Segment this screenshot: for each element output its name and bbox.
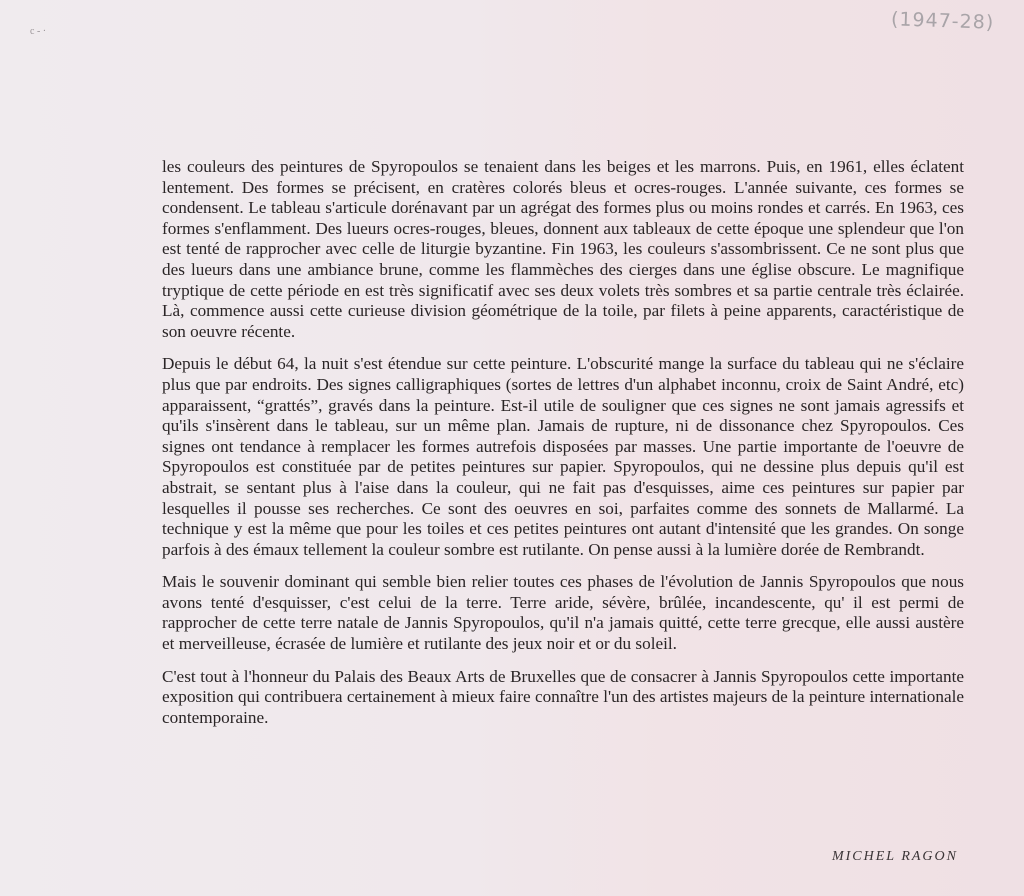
paragraph-4: C'est tout à l'honneur du Palais des Beaux Arts de Bruxelles que de consacrer à Jannis Spyropoulos cette importante exposition qui contribuera certainement à mieux faire connaître l'un des artistes majeurs de la peinture internationale contemporaine.	[162, 666, 964, 727]
paragraph-1: les couleurs des peintures de Spyropoulos se tenaient dans les beiges et les marrons. Puis, en 1961, elles éclatent lentement. Des formes se précisent, en cratères colorés bleus et ocres-rouges. L'année suivante, ces formes se condensent. Le tableau s'articule dorénavant par un agrégat des formes plus ou moins rondes et carrés. En 1963, ces formes s'enflamment. Des lueurs ocres-rouges, bleues, donnent aux tableaux de cette époque une splendeur que l'on est tenté de rapprocher avec celle de liturgie byzantine. Fin 1963, les couleurs s'assombrissent. Ce ne sont plus que des lueurs dans une ambiance brune, comme les flammèches des cierges dans une église obscure. Le magnifique tryptique de cette période en est très significatif avec ses deux volets très sombres et sa partie centrale très éclairée. Là, commence aussi cette curieuse division géométrique de la toile, par filets à peine apparents, caractéristique de son oeuvre récente.	[162, 157, 964, 341]
article-body	[162, 157, 964, 740]
paragraph-2: Depuis le début 64, la nuit s'est étendue sur cette peinture. L'obscurité mange la surface du tableau qui ne s'éclaire plus que par endroits. Des signes calligraphiques (sortes de lettres d'un alphabet inconnu, croix de Saint André, etc) apparaissent, “grattés”, gravés dans la peinture. Est-il utile de souligner que ces signes ne sont jamais agressifs et qu'ils s'insèrent dans le tableau, sur un même plan. Jamais de rupture, ni de dissonance chez Spyropoulos. Ces signes ont tendance à remplacer les formes autrefois disposées par masses. Une partie importante de l'oeuvre de Spyropoulos est constituée par de petites peintures sur papier. Spyropoulos, qui ne dessine plus depuis qu'il est abstrait, se sentant plus à l'aise dans la couleur, qui ne fait pas d'esquisses, aime ces peintures sur papier par lesquelles il pousse ses recherches. Ce sont des oeuvres en soi, parfaites comme des sonnets de Mallarmé. La technique y est la même que pour les toiles et ces petites peintures ont autant d'intensité que les grandes. On songe parfois à des émaux tellement la couleur sombre est rutilante. On pense aussi à la lumière dorée de Rembrandt.	[162, 354, 964, 559]
handwritten-annotation: (1947-28)	[890, 8, 995, 34]
paragraph-3: Mais le souvenir dominant qui semble bien relier toutes ces phases de l'évolution de Jannis Spyropoulos que nous avons tenté d'esquisser, c'est celui de la terre. Terre aride, sévère, brûlée, incandescente, qu' il est permi de rapprocher de cette terre natale de Jannis Spyropoulos, qu'il n'a jamais quitté, cette terre grecque, elle aussi austère et merveilleuse, écrasée de lumière et rutilante des jeux noir et or du soleil.	[162, 572, 964, 654]
corner-mark: c - ·	[30, 26, 47, 37]
author-signature: MICHEL RAGON	[831, 849, 958, 864]
